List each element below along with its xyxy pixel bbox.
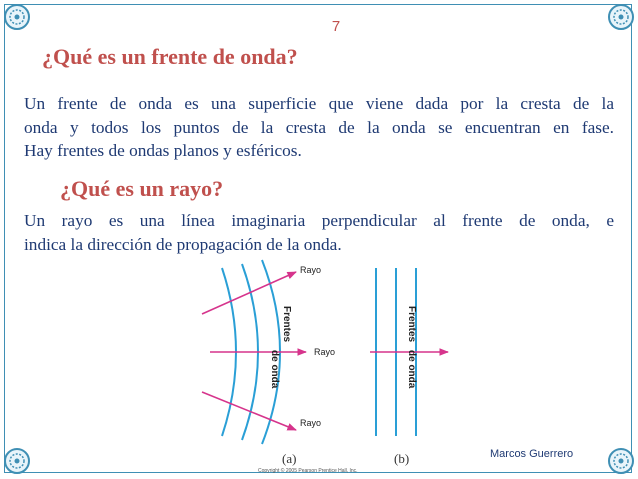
corner-emblem-icon xyxy=(606,446,636,476)
paragraph-line: Hay frentes de ondas planos y esféricos. xyxy=(24,141,302,160)
ray-bottom xyxy=(202,392,296,430)
author-name: Marcos Guerrero xyxy=(490,448,574,460)
paragraph-line: onda y todos los puntos de la cresta de la onda se encuentran en fase. xyxy=(24,117,614,137)
fronts-label-a-line1: Frentes xyxy=(281,306,292,343)
ray-label-middle: Rayo xyxy=(314,347,336,357)
corner-emblem-icon xyxy=(2,2,32,32)
page-number: 7 xyxy=(331,18,341,35)
paragraph-line: indica la dirección de propagación de la onda. xyxy=(24,234,342,254)
ray-label-bottom: Rayo xyxy=(300,418,322,428)
wavefront-ray-figure xyxy=(200,258,450,476)
corner-emblem-icon xyxy=(606,2,636,32)
rays-a xyxy=(202,272,306,430)
caption-a: (a) xyxy=(282,451,297,466)
fronts-label-b-line2: de onda xyxy=(406,350,417,389)
fronts-label-a-line2: de onda xyxy=(269,350,280,389)
paragraph-wavefront xyxy=(24,92,614,163)
ray-label-top: Rayo xyxy=(300,265,322,275)
paragraph-line: Un frente de onda es una superficie que viene dada por la cresta de la xyxy=(24,94,614,113)
copyright-note: Copyright © 2005 Pearson Prentice Hall, Inc. xyxy=(258,468,358,474)
fronts-label-b-line1: Frentes xyxy=(406,306,417,343)
paragraph-ray xyxy=(24,209,614,256)
caption-b: (b) xyxy=(394,451,410,466)
corner-emblem-icon xyxy=(2,446,32,476)
paragraph-line: Un rayo es una línea imaginaria perpendicular al frente de onda, e xyxy=(24,211,614,230)
heading-ray: ¿Qué es un rayo? xyxy=(60,176,224,201)
heading-wavefront: ¿Qué es un frente de onda? xyxy=(42,44,298,69)
